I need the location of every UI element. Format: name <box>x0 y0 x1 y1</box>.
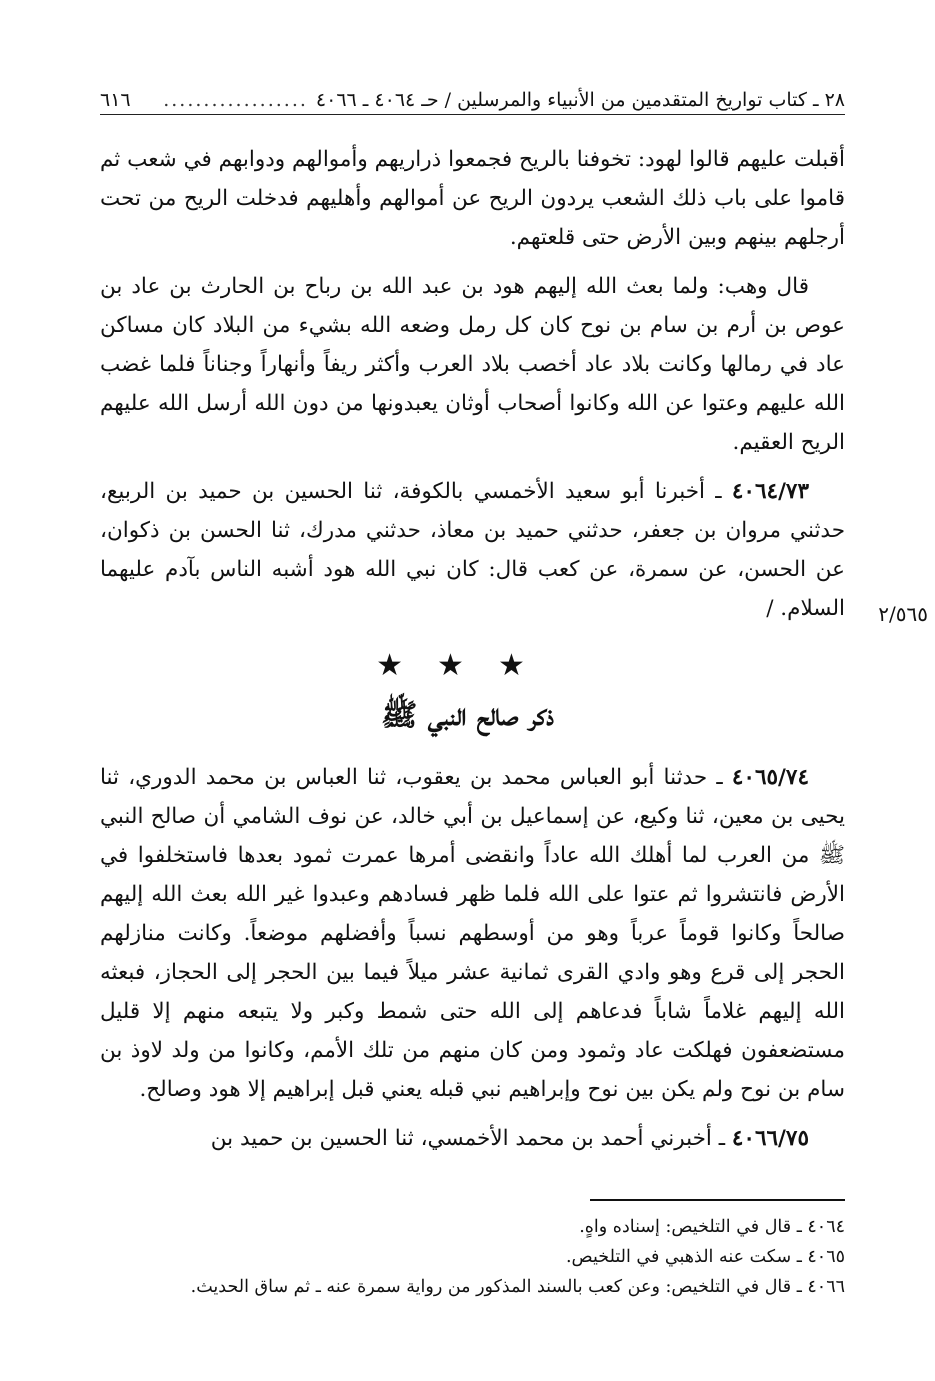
paragraph-continuation: أقبلت عليهم قالوا لهود: تخوفنا بالريح فجمعوا ذراريهم وأموالهم ودوابهم في شعب ثم قاموا على باب ذلك الشعب يردون الريح عن أموالهم وأهليهم فدخلت الريح من تحت أرجلهم بينهم وبين الأرض حتى قلعتهم. <box>100 147 845 250</box>
footnote-divider <box>590 1199 845 1201</box>
hadith-text: ـ حدثنا أبو العباس محمد بن يعقوب، ثنا العباس بن محمد الدوري، ثنا يحيى بن معين، ثنا وكيع، عن إسماعيل بن أبي خالد، عن نوف الشامي أن صالح النبي ﷺ من العرب لما أهلك الله عاداً وانقضى أمرها عمرت ثمود بعدها فاستخلفوا في الأرض فانتشروا ثم عتوا على الله فلما ظهر فسادهم وعبدوا غير الله بعث الله إليهم صالحاً وكانوا قوماً عرباً وهو من أوسطهم نسباً وأفضلهم موضعاً. وكانت منازلهم الحجر إلى قرع وهو وادي القرى ثمانية عشر ميلاً فيما بين الحجر إلى الحجاز، فبعثه الله إليهم غلاماً شاباً فدعاهم إلى الله حتى شمط وكبر ولا يتبعه منهم إلا قليل مستضعفون فهلكت عاد وثمود ومن كان منهم من تلك الأمم، وكانوا من ولد لاوذ بن سام بن نوح ولم يكن بين نوح وإبراهيم نبي قبله يعني قبل إبراهيم إلا هود وصالح. <box>100 765 845 1102</box>
footnote: ٤٠٦٦ ـ قال في التلخيص: وعن كعب بالسند المذكور من رواية سمرة عنه ـ ثم ساق الحديث. <box>190 1277 845 1297</box>
hadith-4064 <box>100 472 845 628</box>
section-text-block <box>100 758 845 1168</box>
hadith-text: ـ أخبرنا أبو سعيد الأخمسي بالكوفة، ثنا الحسين بن حميد بن الربيع، حدثني مروان بن جعفر، حدثني حميد بن معاذ، حدثني مدرك، ثنا الحسن بن ذكوان، عن الحسن، عن سمرة، عن كعب قال: كان نبي الله هود أشبه الناس بآدم عليهما السلام. / <box>100 479 845 621</box>
footnote: ٤٠٦٤ ـ قال في التلخيص: إسناده واهٍ. <box>579 1217 845 1237</box>
hadith-text: ـ أخبرني أحمد بن محمد الأخمسي، ثنا الحسين بن حميد بن <box>210 1126 726 1151</box>
footnotes <box>100 1212 845 1302</box>
margin-volume-reference: ٢/٥٦٥ <box>878 602 928 626</box>
footnote: ٤٠٦٥ ـ سكت عنه الذهبي في التلخيص. <box>565 1247 845 1267</box>
hadith-number: ٤٠٦٥/٧٤ <box>731 765 809 790</box>
paragraph-wahb: قال وهب: ولما بعث الله إليهم هود بن عبد الله بن رباح بن الحارث بن عاد بن عوص بن أرم بن سام بن نوح كان كل رمل وضعه الله بشيء من البلاد كان مساكن عاد في رمالها وكانت بلاد عاد أخصب بلاد العرب وأكثر ريفاً وأنهاراً وجناناً فلما غضب الله عليهم وعتوا عن الله وكانوا أصحاب أوثان يعبدونها من دون الله أرسل الله عليهم الريح العقيم. <box>100 274 845 455</box>
header-leader-dots: .................. <box>163 89 308 111</box>
running-header <box>100 86 845 115</box>
hadith-number: ٤٠٦٦/٧٥ <box>731 1126 809 1151</box>
section-separator-stars: ★★★ <box>376 648 559 683</box>
hadith-4066 <box>100 1119 845 1158</box>
section-title: ذكر صالح النبي ﷺ <box>381 698 554 733</box>
header-title: ٢٨ ـ كتاب تواريخ المتقدمين من الأنبياء والمرسلين / حـ ٤٠٦٤ ـ ٤٠٦٦ <box>315 89 845 111</box>
main-text-block <box>100 140 845 638</box>
hadith-4065 <box>100 758 845 1109</box>
hadith-number: ٤٠٦٤/٧٣ <box>731 479 810 504</box>
page-number: ٦١٦ <box>100 89 131 111</box>
